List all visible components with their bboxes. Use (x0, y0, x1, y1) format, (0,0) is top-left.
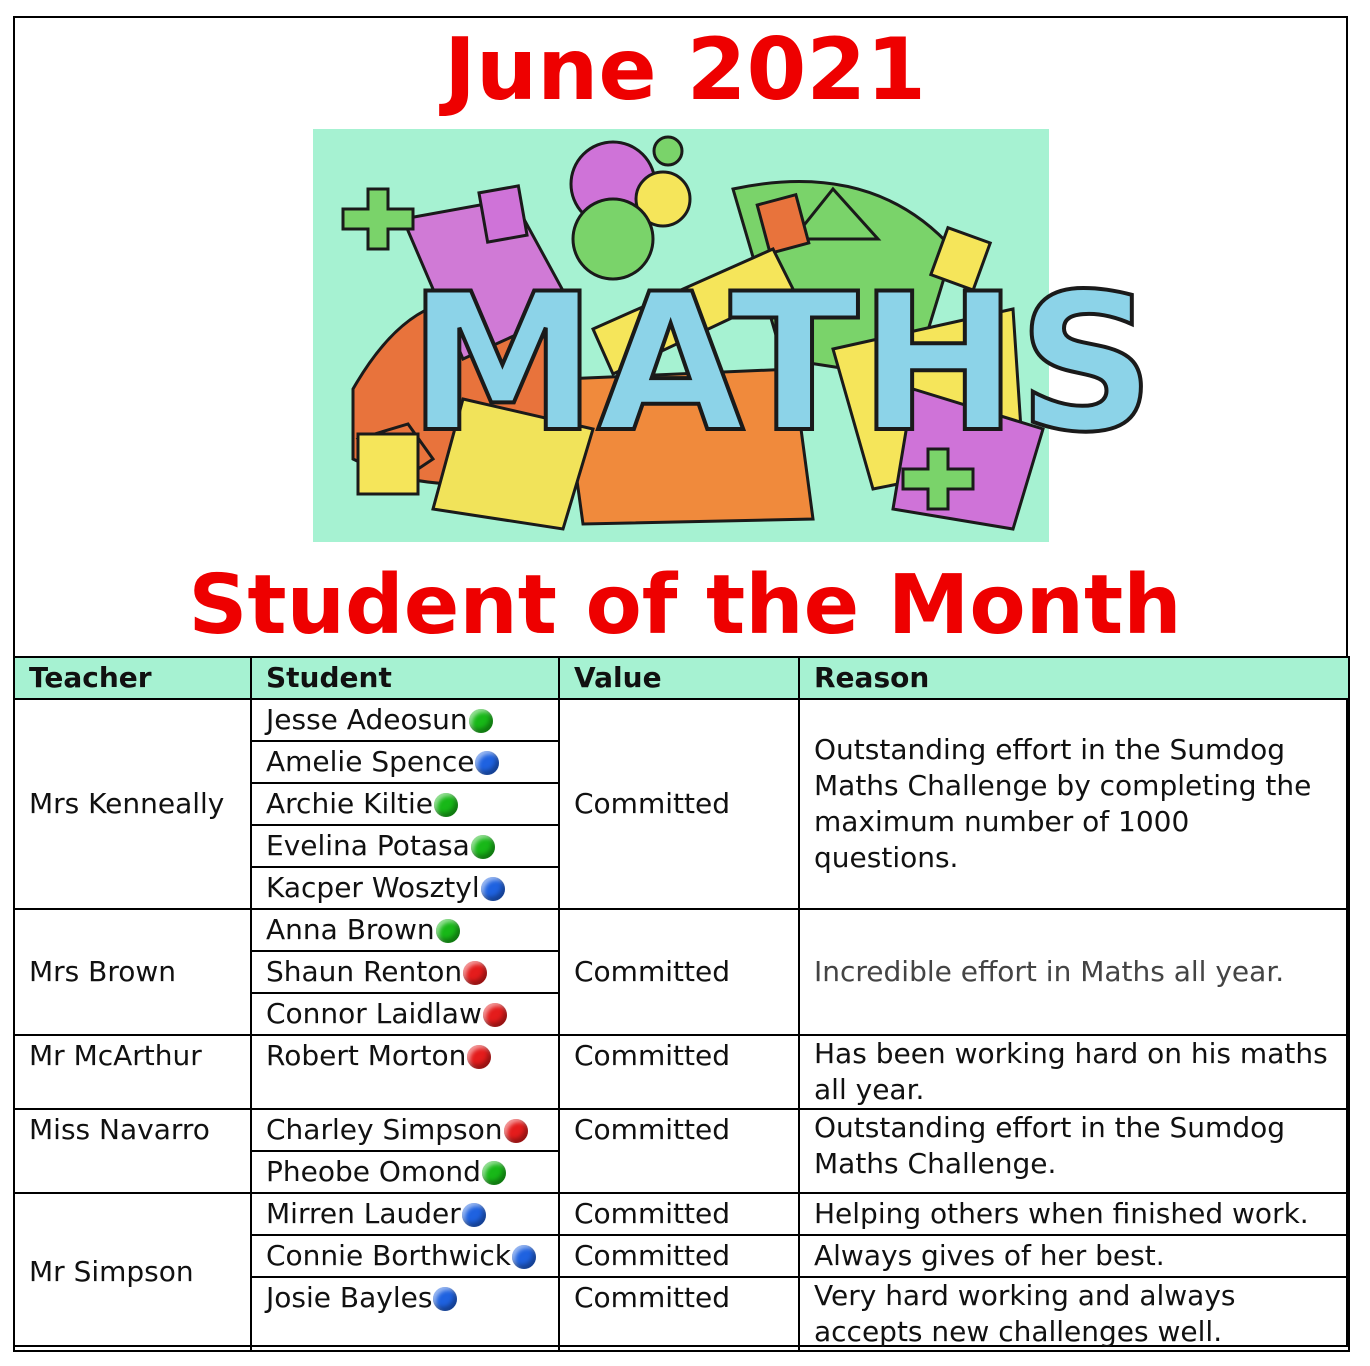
maths-banner-image (313, 129, 1155, 542)
table-row (14, 1035, 1349, 1109)
blue-dot-icon (481, 877, 505, 901)
student-name: Shaun Renton (266, 955, 463, 988)
student-cell (251, 1193, 559, 1235)
green-dot-icon (482, 1161, 506, 1185)
teacher-cell: Mrs Kenneally (14, 699, 251, 909)
student-name: Kacper Wosztyl (266, 871, 480, 904)
student-name: Anna Brown (266, 913, 435, 946)
student-cell (251, 867, 559, 909)
student-cell (251, 1109, 559, 1151)
red-dot-icon (467, 1045, 491, 1069)
value-cell: Committed (559, 909, 799, 1035)
column-header-value: Value (559, 657, 799, 699)
reason-cell: Incredible effort in Maths all year. (799, 909, 1349, 1035)
red-dot-icon (504, 1119, 528, 1143)
month-title: June 2021 (443, 20, 927, 120)
blue-dot-icon (433, 1287, 457, 1311)
value-cell: Committed (559, 699, 799, 909)
value-cell: Committed (559, 1235, 799, 1277)
student-cell (251, 741, 559, 783)
student-name: Archie Kiltie (266, 787, 434, 820)
student-cell (251, 825, 559, 867)
student-cell (251, 909, 559, 951)
green-dot-icon (471, 835, 495, 859)
student-cell (251, 951, 559, 993)
red-dot-icon (463, 961, 487, 985)
table-row (14, 699, 1349, 741)
student-cell (251, 1035, 559, 1109)
table-row (14, 1109, 1349, 1151)
student-cell (251, 993, 559, 1035)
student-cell (251, 783, 559, 825)
student-name: Amelie Spence (266, 745, 475, 778)
value-cell: Committed (559, 1035, 799, 1109)
student-name: Connor Laidlaw (266, 997, 482, 1030)
teacher-cell: Miss Navarro (14, 1109, 251, 1193)
value-cell: Committed (559, 1109, 799, 1193)
student-name: Evelina Potasa (266, 829, 470, 862)
student-name: Charley Simpson (266, 1113, 503, 1146)
reason-cell: Outstanding effort in the Sumdog Maths Challenge by completing the maximum number of 1000 questions. (799, 699, 1349, 909)
student-name: Robert Morton (266, 1039, 467, 1072)
reason-cell: Helping others when finished work. (799, 1193, 1349, 1235)
student-cell (251, 1235, 559, 1277)
column-header-student: Student (251, 657, 559, 699)
red-dot-icon (483, 1003, 507, 1027)
green-dot-icon (436, 919, 460, 943)
green-dot-icon (469, 709, 493, 733)
reason-cell: Always gives of her best. (799, 1235, 1349, 1277)
reason-cell: Outstanding effort in the Sumdog Maths Challenge. (799, 1109, 1349, 1193)
column-header-reason: Reason (799, 657, 1349, 699)
table-row (14, 909, 1349, 951)
student-name: Pheobe Omond (266, 1155, 481, 1188)
student-name: Mirren Lauder (266, 1197, 461, 1230)
student-cell (251, 699, 559, 741)
student-cell (251, 1277, 559, 1351)
teacher-cell: Mr Simpson (14, 1193, 251, 1351)
column-header-teacher: Teacher (14, 657, 251, 699)
reason-cell: Has been working hard on his maths all year. (799, 1035, 1349, 1109)
blue-dot-icon (462, 1203, 486, 1227)
green-dot-icon (434, 793, 458, 817)
blue-dot-icon (475, 751, 499, 775)
student-name: Connie Borthwick (266, 1239, 511, 1272)
value-cell: Committed (559, 1277, 799, 1351)
student-name: Josie Bayles (266, 1281, 433, 1314)
page-subtitle: Student of the Month (188, 558, 1182, 653)
value-cell: Committed (559, 1193, 799, 1235)
reason-cell: Very hard working and always accepts new challenges well. (799, 1277, 1349, 1351)
maths-doodle-illustration (313, 129, 1155, 542)
table-header-row (14, 657, 1349, 699)
student-of-month-table (13, 656, 1350, 1352)
table-row (14, 1193, 1349, 1235)
student-name: Jesse Adeosun (266, 703, 468, 736)
maths-word: MATHS (408, 253, 1155, 474)
teacher-cell: Mrs Brown (14, 909, 251, 1035)
teacher-cell: Mr McArthur (14, 1035, 251, 1109)
blue-dot-icon (512, 1245, 536, 1269)
student-cell (251, 1151, 559, 1193)
